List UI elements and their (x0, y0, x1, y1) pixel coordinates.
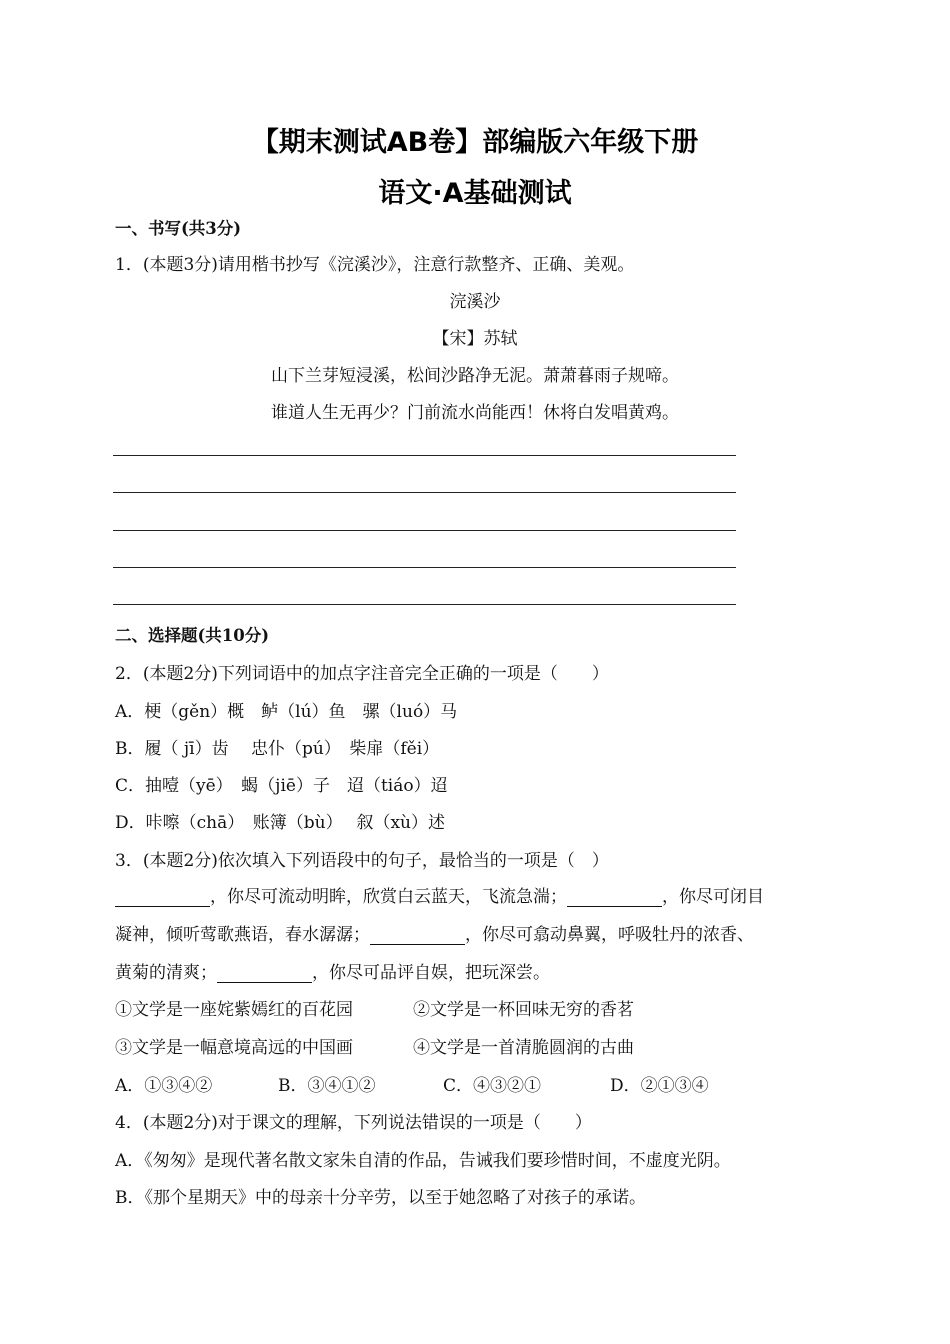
question-3-paragraph-line-2: 凝神，倾听莺歌燕语，春水潺潺； ，你尽可翕动鼻翼，呼吸牡丹的浓香、 (115, 925, 754, 945)
poem-author: 【宋】苏轼 (432, 329, 518, 349)
question-3-option-d[interactable]: D．②①③④ (610, 1076, 709, 1096)
question-3-option-c[interactable]: C．④③②① (443, 1076, 542, 1096)
sentence-3: ③文学是一幅意境高远的中国画 (115, 1038, 353, 1058)
poem-line-2: 谁道人生无再少？门前流水尚能西！休将白发唱黄鸡。 (271, 403, 679, 423)
page-subtitle: 语文·A基础测试 (378, 178, 572, 209)
sentence-1: ①文学是一座姹紫嫣红的百花园 (115, 1000, 353, 1020)
writing-line[interactable] (113, 567, 736, 568)
fill-blank[interactable] (370, 926, 465, 945)
fill-blank[interactable] (115, 888, 210, 907)
question-2-option-a[interactable]: A．梗（gěn）概 鲈（lú）鱼 骡（luó）马 (115, 702, 458, 722)
question-3-paragraph-line-3: 黄菊的清爽； ，你尽可品评自娱，把玩深尝。 (115, 963, 550, 983)
question-3-paragraph-line-1: ，你尽可流动明眸，欣赏白云蓝天，飞流急湍； ，你尽可闭目 (115, 882, 764, 907)
question-2-stem: 2．(本题2分)下列词语中的加点字注音完全正确的一项是（ ） (115, 664, 609, 684)
question-2-option-d[interactable]: D．咔嚓（chā） 账簿（bù） 叙（xù）述 (115, 813, 446, 833)
question-4-option-a[interactable]: A．《匆匆》是现代著名散文家朱自清的作品，告诫我们要珍惜时间，不虚度光阴。 (115, 1151, 731, 1171)
fill-blank[interactable] (567, 888, 662, 907)
question-3-options (115, 1071, 709, 1096)
sentence-2: ②文学是一杯回味无穷的香茗 (413, 1000, 634, 1020)
question-3-stem: 3．(本题2分)依次填入下列语段中的句子，最恰当的一项是（ ） (115, 851, 609, 871)
writing-line[interactable] (113, 530, 736, 531)
poem-line-1: 山下兰芽短浸溪，松间沙路净无泥。萧萧暮雨子规啼。 (271, 366, 679, 386)
question-1: 1．(本题3分)请用楷书抄写《浣溪沙》，注意行款整齐、正确、美观。 (115, 255, 635, 275)
question-2-option-c[interactable]: C．抽噎（yē） 蝎（jiē）子 迢（tiáo）迢 (115, 776, 448, 796)
section-heading-writing: 一、书写(共3分) (115, 219, 242, 238)
sentence-4: ④文学是一首清脆圆润的古曲 (413, 1038, 634, 1058)
question-4-stem: 4．(本题2分)对于课文的理解，下列说法错误的一项是（ ） (115, 1113, 592, 1133)
question-2-option-b[interactable]: B．履（ jī）齿 忠仆（pú） 柴扉（fěi） (115, 739, 440, 759)
writing-line[interactable] (113, 492, 736, 493)
page-title: 【期末测试AB卷】部编版六年级下册 (251, 127, 699, 158)
question-3-sentences-row-1 (115, 995, 634, 1020)
question-3-sentences-row-2 (115, 1033, 634, 1058)
poem-title: 浣溪沙 (449, 292, 501, 312)
question-3-option-a[interactable]: A．①③④② (115, 1076, 213, 1096)
writing-line[interactable] (113, 604, 736, 605)
fill-blank[interactable] (217, 964, 312, 983)
question-4-option-b[interactable]: B．《那个星期天》中的母亲十分辛劳，以至于她忽略了对孩子的承诺。 (115, 1188, 646, 1208)
question-3-option-b[interactable]: B．③④①② (278, 1076, 376, 1096)
section-heading-choice: 二、选择题(共10分) (115, 626, 270, 645)
writing-line[interactable] (113, 455, 736, 456)
